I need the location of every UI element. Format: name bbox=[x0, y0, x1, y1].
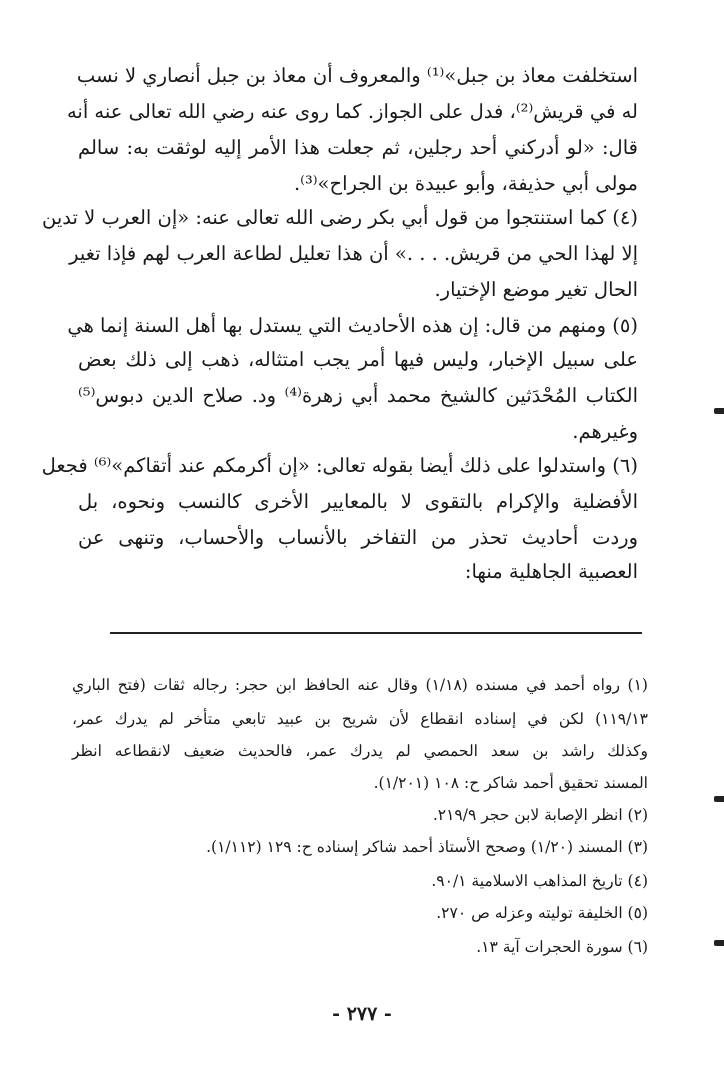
page-number: - ٢٧٧ - bbox=[332, 1003, 392, 1025]
footnote-line-8: (٥) الخليفة توليته وعزله ص ٢٧٠. bbox=[436, 904, 648, 922]
footnote-line-9: (٦) سورة الحجرات آية ١٣. bbox=[476, 938, 648, 956]
body-line-13: الأفضلية والإكرام بالتقوى لا بالمعايير الأخرى كالنسب ونحوه، بل bbox=[78, 490, 638, 513]
footnote-line-2: ١١٩/١٣) لكن في إسناده انقطاع لأن شريح بن عبيد تابعي متأخر لم يدرك عمر، bbox=[72, 710, 648, 728]
footnote-line-1: (١) رواه أحمد في مسنده (١/١٨) وقال عنه الحافظ ابن حجر: رجاله ثقات (فتح الباري bbox=[72, 676, 648, 694]
footnote-line-3: وكذلك راشد بن سعد الحمصي لم يدرك عمر، فالحديث ضعيف لانقطاعه انظر bbox=[72, 742, 648, 760]
body-line-14: وردت أحاديث تحذر من التفاخر بالأنساب والأحساب، وتنهى عن bbox=[78, 526, 638, 549]
body-line-2: له في قريش⁽²⁾، فدل على الجواز. كما روى عنه رضي الله تعالى عنه أنه bbox=[66, 100, 638, 123]
body-line-3: قال: «لو أدركني أحد رجلين، ثم جعلت هذا الأمر إليه لوثقت به: سالم bbox=[78, 136, 638, 159]
body-line-6: إلا لهذا الحي من قريش. . . .» أن هذا تعليل لطاعة العرب لهم فإذا تغير bbox=[69, 242, 638, 265]
body-line-7: الحال تغير موضع الإختيار. bbox=[434, 278, 638, 301]
footnote-line-7: (٤) تاريخ المذاهب الاسلامية ٩٠/١. bbox=[431, 872, 648, 890]
body-line-4: مولى أبي حذيفة، وأبو عبيدة بن الجراح»⁽³⁾. bbox=[293, 172, 638, 195]
body-line-12: (٦) واستدلوا على ذلك أيضا بقوله تعالى: «إن أكرمكم عند أتقاكم»⁽⁶⁾ فجعل bbox=[41, 454, 638, 477]
body-line-10: الكتاب المُحْدَثين كالشيخ محمد أبي زهرة⁽⁴⁾ ود. صلاح الدين دبوس⁽⁵⁾ bbox=[78, 384, 638, 407]
footnote-line-6: (٣) المسند (١/٢٠) وصحح الأستاذ أحمد شاكر إسناده ح: ١٢٩ (١/١١٢). bbox=[206, 838, 648, 856]
body-line-1: استخلفت معاذ بن جبل»⁽¹⁾ والمعروف أن معاذ بن جبل أنصاري لا نسب bbox=[76, 64, 638, 87]
margin-mark-2 bbox=[714, 796, 724, 802]
footnote-line-4: المسند تحقيق أحمد شاكر ح: ١٠٨ (١/٢٠١). bbox=[373, 774, 648, 792]
body-line-15: العصبية الجاهلية منها: bbox=[464, 560, 638, 583]
body-line-5: (٤) كما استنتجوا من قول أبي بكر رضى الله تعالى عنه: «إن العرب لا تدين bbox=[42, 206, 638, 229]
body-line-9: على سبيل الإخبار، وليس فيها أمر يجب امتثاله، ذهب إلى ذلك بعض bbox=[78, 348, 638, 371]
footnote-separator bbox=[110, 632, 642, 634]
margin-mark-3 bbox=[714, 940, 724, 946]
footnote-line-5: (٢) انظر الإصابة لابن حجر ٢١٩/٩. bbox=[432, 806, 648, 824]
body-line-8: (٥) ومنهم من قال: إن هذه الأحاديث التي يستدل بها أهل السنة إنما هي bbox=[67, 314, 638, 337]
body-line-11: وغيرهم. bbox=[572, 420, 638, 443]
margin-mark-1 bbox=[714, 408, 724, 414]
